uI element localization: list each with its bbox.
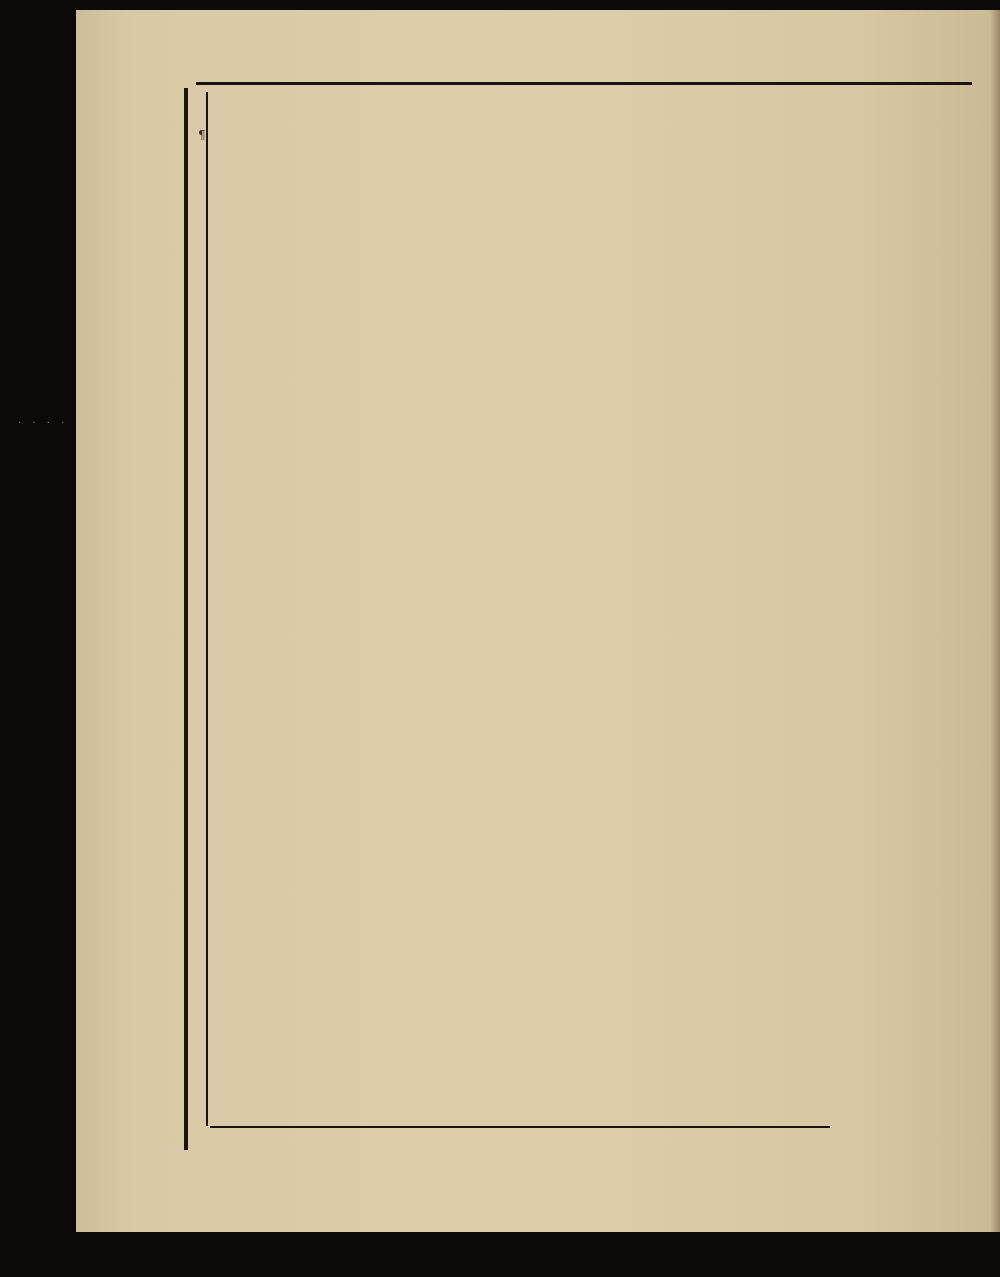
page-edge-marks: · · · · [18,418,69,429]
left-border-outer [184,88,188,1150]
book-page [76,10,1000,1232]
bottom-rule [210,1126,830,1128]
running-title [420,86,760,120]
left-border-inner [206,92,208,1126]
ornamental-border-icon [182,1150,960,1174]
top-rule [196,82,972,85]
margin-mark-icon: ¶ [198,128,206,142]
catchword [840,1120,950,1150]
